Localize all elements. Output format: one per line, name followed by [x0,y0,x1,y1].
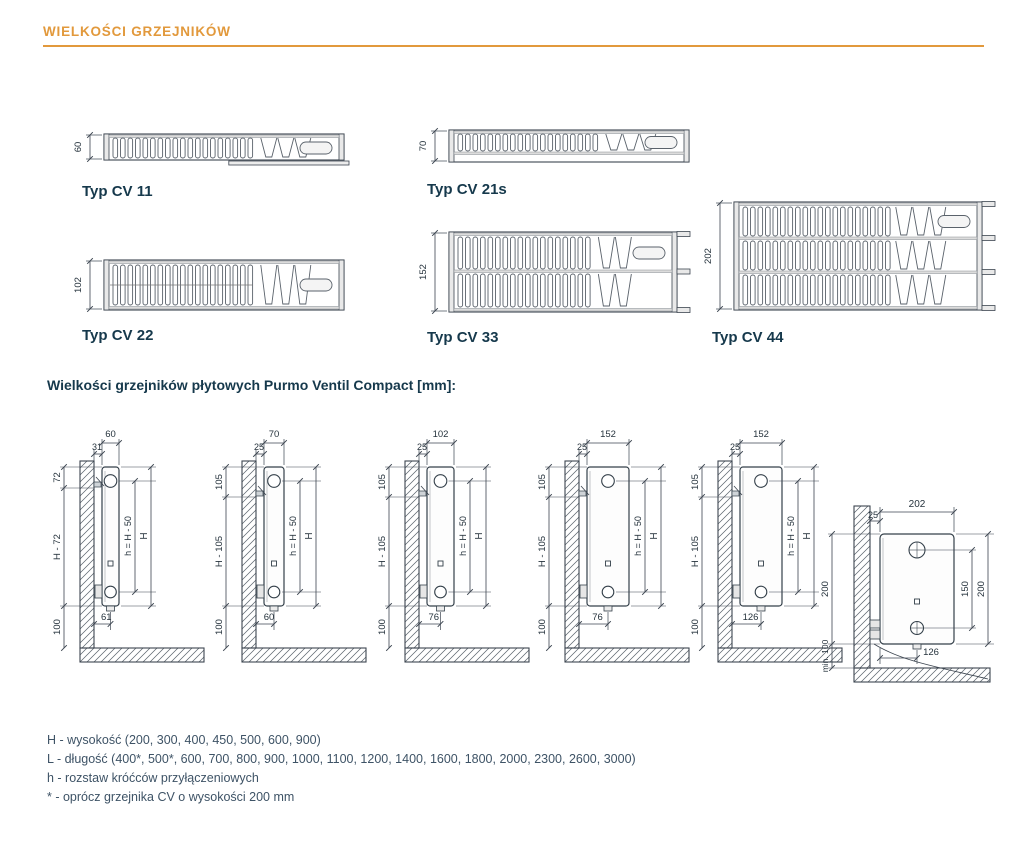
svg-text:100: 100 [214,619,225,635]
svg-text:202: 202 [908,499,926,510]
svg-text:105: 105 [214,474,225,490]
top-view-svg [415,124,695,172]
svg-text:100: 100 [537,619,548,635]
mount-diagram-cv21s [202,424,374,701]
svg-text:72: 72 [52,472,63,483]
svg-text:200: 200 [820,581,831,597]
section-title: Wielkości grzejników płytowych Purmo Ventil Compact [mm]: [47,377,457,393]
svg-text:100: 100 [690,619,701,635]
svg-text:h = H - 50: h = H - 50 [633,516,643,556]
svg-text:70: 70 [268,429,280,440]
radiator-body [102,467,119,606]
svg-text:61: 61 [100,612,112,623]
svg-text:H: H [802,532,813,540]
radiator-body [427,467,454,606]
svg-text:25: 25 [729,442,741,452]
cv22-cross-section-drawing [70,254,350,323]
cv21s-cross-section-drawing [415,124,695,177]
svg-text:70: 70 [418,140,429,152]
svg-text:150: 150 [960,581,971,597]
svg-text:25: 25 [576,442,588,452]
radiator-top-view-cv21s [415,124,695,198]
svg-text:H: H [139,532,150,540]
radiator-top-view-cv33 [415,226,695,346]
svg-text:H: H [304,532,315,540]
header-rule [43,45,984,47]
svg-text:60: 60 [105,429,116,440]
valve [870,620,880,628]
svg-text:H - 105: H - 105 [690,535,701,568]
cv33-cross-section-drawing [415,226,695,325]
cv11-type-label: Typ CV 11 [82,183,153,200]
cv33-type-label: Typ CV 33 [427,329,499,346]
footnote-asterisk: * - oprócz grzejnika CV o wysokości 200 mm [47,790,295,804]
top-port [755,475,768,488]
svg-text:25: 25 [416,442,428,452]
page-title: WIELKOŚCI GRZEJNIKÓW [43,24,231,39]
radiator-top-view-cv44 [700,196,1000,346]
top-view-svg [70,254,350,318]
radiator-body [740,467,782,606]
cv44-cross-section-drawing [700,196,1000,325]
cv22-type-label: Typ CV 22 [82,327,154,344]
mount-diagram-svg [365,424,537,696]
svg-text:202: 202 [703,248,714,264]
mount-diagram-cv33 [525,424,697,701]
svg-text:60: 60 [263,612,275,623]
footnote-spacing: h - rozstaw króćców przyłączeniowych [47,771,259,785]
svg-text:25: 25 [867,510,879,520]
bracket [732,491,739,496]
svg-text:126: 126 [923,647,939,658]
footnotes [47,731,636,807]
valve [733,585,740,598]
radiator-top-view-cv22 [70,254,350,344]
corner-detail-diagram [818,486,1027,716]
footnote-height: H - wysokość (200, 300, 400, 450, 500, 600, 900) [47,733,321,747]
top-port [602,475,615,488]
svg-text:H - 105: H - 105 [537,535,548,568]
top-view-svg [70,128,350,174]
top-view-svg [415,226,695,320]
svg-text:105: 105 [537,474,548,490]
svg-text:31: 31 [91,442,103,452]
svg-text:76: 76 [592,612,603,623]
cv44-type-label: Typ CV 44 [712,329,784,346]
bracket [94,482,101,487]
mount-diagram-svg [202,424,374,696]
detail-diagram-svg [818,486,1027,711]
mount-diagram-cv11 [40,424,212,701]
radiator-body [587,467,629,606]
radiator-top-view-cv11 [70,128,350,200]
bracket [256,491,263,496]
mount-diagram-svg [40,424,212,696]
svg-text:25: 25 [253,442,265,452]
svg-text:152: 152 [418,264,429,280]
bottom-port [435,586,447,598]
valve [257,585,264,598]
svg-text:105: 105 [377,474,388,490]
bottom-port [755,586,767,598]
svg-text:105: 105 [690,474,701,490]
svg-text:76: 76 [428,612,440,623]
top-port [104,475,117,488]
svg-text:200: 200 [976,581,987,597]
top-port [434,475,447,488]
bottom-port [602,586,614,598]
svg-text:h = H - 50: h = H - 50 [458,516,468,556]
cv11-cross-section-drawing [70,128,350,179]
svg-text:100: 100 [52,619,63,635]
mount-diagram-cv22 [365,424,537,701]
svg-text:h = H - 50: h = H - 50 [786,516,796,556]
svg-text:126: 126 [742,612,759,623]
svg-text:H - 105: H - 105 [377,535,388,568]
svg-text:102: 102 [73,277,84,293]
footnote-length: L - długość (400*, 500*, 600, 700, 800, 900, 1000, 1100, 1200, 1400, 1600, 1800, 2000, 2300, 2600, 3000) [47,752,636,766]
bracket [419,491,426,496]
bottom-port [105,586,117,598]
mount-diagram-svg [525,424,697,696]
top-port [268,475,281,488]
svg-text:100: 100 [377,619,388,635]
svg-text:H: H [474,532,485,540]
svg-text:min. 100: min. 100 [820,639,830,673]
cv21s-type-label: Typ CV 21s [427,181,507,198]
bottom-port [268,586,280,598]
svg-text:h = H - 50: h = H - 50 [123,516,133,556]
svg-text:60: 60 [73,141,84,153]
svg-text:102: 102 [432,429,449,440]
valve [420,585,427,598]
svg-text:152: 152 [600,429,616,440]
svg-text:h = H - 50: h = H - 50 [288,516,298,556]
valve [95,585,102,598]
svg-text:H - 72: H - 72 [52,534,63,560]
svg-text:H: H [649,532,660,540]
bracket [579,491,586,496]
top-view-svg [700,196,1000,320]
svg-text:H - 105: H - 105 [214,535,225,568]
svg-text:152: 152 [753,429,769,440]
valve [580,585,587,598]
